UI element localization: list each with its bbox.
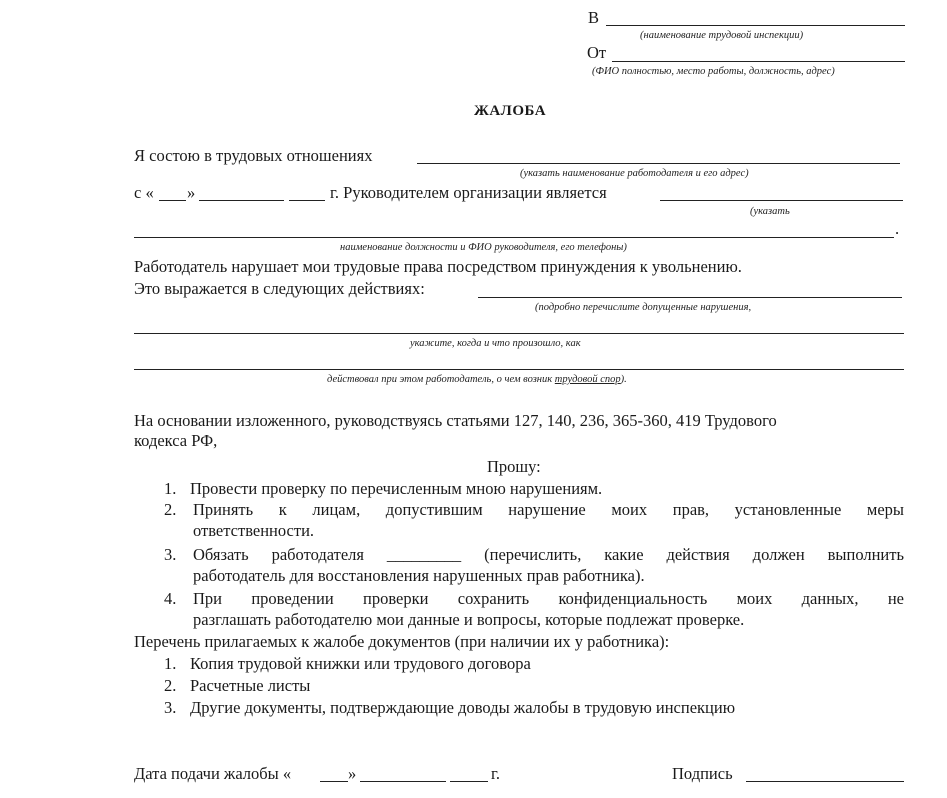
to-field-line[interactable] bbox=[606, 25, 905, 26]
since-year-line[interactable] bbox=[289, 200, 325, 201]
signature-label: Подпись bbox=[672, 764, 733, 783]
manager-details-period: . bbox=[895, 219, 900, 238]
basis-text-1: На основании изложенного, руководствуясь статьями 127, 140, 236, 365-360, 419 Трудового bbox=[134, 411, 777, 430]
to-hint: (наименование трудовой инспекции) bbox=[640, 30, 804, 41]
request-item-2-line-2: ответственности. bbox=[193, 521, 315, 540]
request-item-4-line-2: разглашать работодателю мои данные и вопросы, которые подлежат проверке. bbox=[193, 610, 745, 629]
date-year-suffix: г. bbox=[491, 764, 501, 783]
request-item-4-num: 4. bbox=[164, 589, 177, 608]
attachments-heading: Перечень прилагаемых к жалобе документов (при наличии их у работника): bbox=[134, 632, 670, 651]
request-item-4-line-1: При проведении проверки сохранить конфиденциальность моих данных, не bbox=[193, 589, 904, 608]
date-label: Дата подачи жалобы « bbox=[134, 764, 292, 783]
request-item-3-num: 3. bbox=[164, 545, 177, 564]
from-label: От bbox=[587, 43, 607, 62]
manager-details-hint: наименование должности и ФИО руководителя, его телефоны) bbox=[340, 242, 627, 253]
actions-hint: (подробно перечислите допущенные нарушения, bbox=[535, 302, 752, 313]
actions-hint-2: укажите, когда и что произошло, как bbox=[410, 338, 581, 349]
attachment-item-3: 3. Другие документы, подтверждающие доводы жалобы в трудовую инспекцию bbox=[164, 698, 736, 717]
request-item-2-num: 2. bbox=[164, 500, 177, 519]
since-quote: » bbox=[187, 183, 196, 202]
date-year-line[interactable] bbox=[450, 781, 488, 782]
date-day-line[interactable] bbox=[320, 781, 348, 782]
employer-field-line[interactable] bbox=[417, 163, 900, 164]
request-item-1: 1. Провести проверку по перечисленным мною нарушениям. bbox=[164, 479, 603, 498]
date-month-line[interactable] bbox=[360, 781, 446, 782]
signature-line[interactable] bbox=[746, 781, 904, 782]
actions-hint-3: действовал при этом работодатель, о чем возник трудовой спор). bbox=[327, 374, 627, 385]
request-heading: Прошу: bbox=[487, 457, 541, 476]
basis-text-2: кодекса РФ, bbox=[134, 431, 218, 450]
from-hint: (ФИО полностью, место работы, должность, адрес) bbox=[592, 66, 835, 77]
attachment-item-2: 2. Расчетные листы bbox=[164, 676, 311, 695]
manager-field-line[interactable] bbox=[660, 200, 903, 201]
request-item-2-line-1: Принять к лицам, допустившим нарушение моих прав, установленные меры bbox=[193, 500, 904, 519]
to-label: В bbox=[588, 8, 600, 27]
attachment-item-1: 1. Копия трудовой книжки или трудового договора bbox=[164, 654, 531, 673]
manager-details-line[interactable] bbox=[134, 237, 894, 238]
actions-label: Это выражается в следующих действиях: bbox=[134, 279, 425, 298]
manager-label: г. Руководителем организации является bbox=[330, 183, 607, 202]
employer-hint: (указать наименование работодателя и его адрес) bbox=[520, 168, 749, 179]
actions-field-line[interactable] bbox=[478, 297, 902, 298]
date-quote: » bbox=[348, 764, 357, 783]
since-day-line[interactable] bbox=[159, 200, 186, 201]
request-item-3-line-1: Обязать работодателя _________ (перечислить, какие действия должен выполнить bbox=[193, 545, 904, 564]
manager-hint: (указать bbox=[750, 206, 790, 217]
from-field-line[interactable] bbox=[612, 61, 905, 62]
request-item-3-line-2: работодатель для восстановления нарушенных прав работника). bbox=[193, 566, 645, 585]
employment-label: Я состою в трудовых отношениях bbox=[134, 146, 373, 165]
actions-line-2[interactable] bbox=[134, 333, 904, 334]
violation-statement: Работодатель нарушает мои трудовые права посредством принуждения к увольнению. bbox=[134, 257, 742, 276]
since-month-line[interactable] bbox=[199, 200, 284, 201]
since-prefix: с « bbox=[134, 183, 154, 202]
labor-dispute-link[interactable]: трудовой спор bbox=[554, 374, 621, 385]
actions-line-3[interactable] bbox=[134, 369, 904, 370]
page-title: ЖАЛОБА bbox=[474, 103, 547, 119]
